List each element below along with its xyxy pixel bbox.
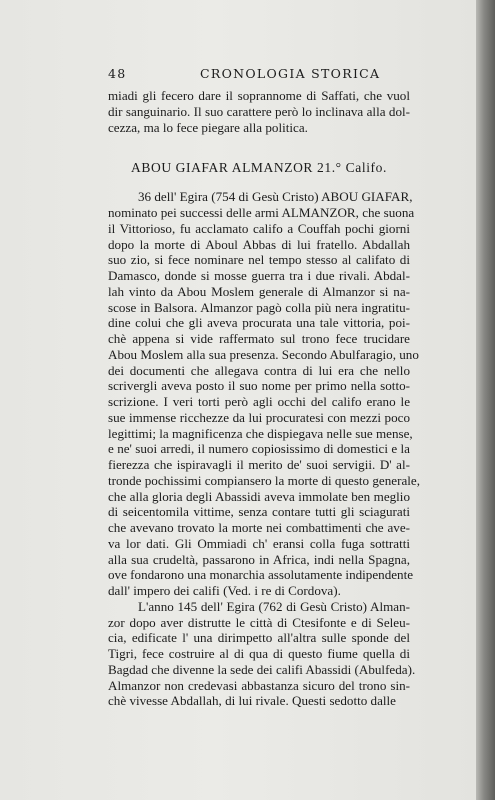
section-heading: ABOU GIAFAR ALMANZOR 21.° Califo. [131,160,387,176]
text-line: fierezza che ispiravagli il merito de' suoi servigii. D' al- [108,457,410,472]
text-line: che alla gloria degli Abassidi aveva immolate ben meglio [108,488,410,504]
text-line: legittimi; la magnificenza che dispiegava nelle sue mense, [108,425,413,441]
text-line: suo zio, si fece nominare nel tempo stesso al califato di [108,252,410,268]
paragraph-continuation [108,88,410,135]
text-line: miadi gli fecero dare il soprannome di Saffati, che vuol [108,88,410,103]
text-line: alla sua crudeltà, passarono in Africa, indi nella Spagna, [108,551,410,567]
text-line: cezza, ma lo fece piegare alla politica. [108,119,308,135]
text-line: sue immense ricchezze da lui procuratesi con mezzi poco [108,409,410,425]
text-line: di seicentomila vittime, senza contare tutti gli sciagurati [108,504,410,520]
text-line: lah vinto da Abou Moslem generale di Almanzor si na- [108,283,410,299]
page-number: 48 [108,66,127,81]
text-line: dall' impero dei califi (Ved. i re di Cordova). [108,583,341,598]
text-line: chè appena si vide raffermato sul trono fece trucidare [108,331,410,346]
text-line: L'anno 145 dell' Egira (762 di Gesù Cristo) Alman- [138,598,410,614]
text-line: chè vivesse Abdallah, di lui rivale. Questi sedotto dalle [108,693,396,709]
text-line: Damasco, donde si mosse guerra tra i due rivali. Abdal- [108,268,410,283]
text-line: va lor dati. Gli Ommiadi ch' eransi colla fuga sottratti [108,535,410,551]
text-line: ove fondarono una monarchia assolutamente indipendente [108,567,414,583]
text-line: 36 dell' Egira (754 di Gesù Cristo) ABOU GIAFAR, [138,189,413,205]
page-edge-shadow [476,0,495,800]
text-line: Tigri, fece costruire al di qua di questo fiume quella di [108,646,410,661]
text-line: che avevano trovato la morte nei combattimenti che ave- [108,520,410,535]
running-title: CRONOLOGIA STORICA [200,66,381,81]
text-line: cia, edificate l' una dirimpetto all'altra sulle sponde del [108,630,410,646]
text-line: nominato pei successi delle armi ALMANZOR, che suona [108,205,415,220]
paragraph-bagdad [108,598,416,709]
page-header [108,66,412,84]
text-line: Almanzor non credevasi abbastanza sicuro del trono sin- [108,677,410,693]
text-line: scose in Balsora. Almanzor pagò colla più nera ingratitu- [108,299,410,315]
text-line: dine colui che gli aveva procurata una tale vittoria, poi- [108,315,410,331]
text-line: scrizione. I veri torti però agli occhi del califo erano le [108,394,410,409]
text-line: scrivergli aveva posto il suo nome per primo nella sotto- [108,378,410,394]
text-line: tronde pochissimi compiansero la morte di questo generale, [108,472,420,488]
text-line: dei documenti che allegava contra di lui era che nello [108,362,410,378]
text-line: dopo la morte di Aboul Abbas di lui fratello. Abdallah [108,236,410,252]
page-body [108,88,420,709]
text-line: Bagdad che divenne la sede dei califi Abassidi (Abulfeda). [108,661,416,677]
text-line: dir sanguinario. Il suo carattere però lo inclinava alla dol- [108,103,410,119]
text-line: il Vittorioso, fu acclamato califo a Couffah pochi giorni [108,220,410,236]
paragraph-abou-giafar [108,189,420,599]
text-line: Abou Moslem alla sua presenza. Secondo Abulfaragio, uno [108,346,419,362]
text-line: zor dopo aver distrutte le città di Ctesifonte e di Seleu- [108,614,410,630]
text-line: e ne' suoi arredi, il numero copiosissimo di domestici e la [108,441,410,457]
